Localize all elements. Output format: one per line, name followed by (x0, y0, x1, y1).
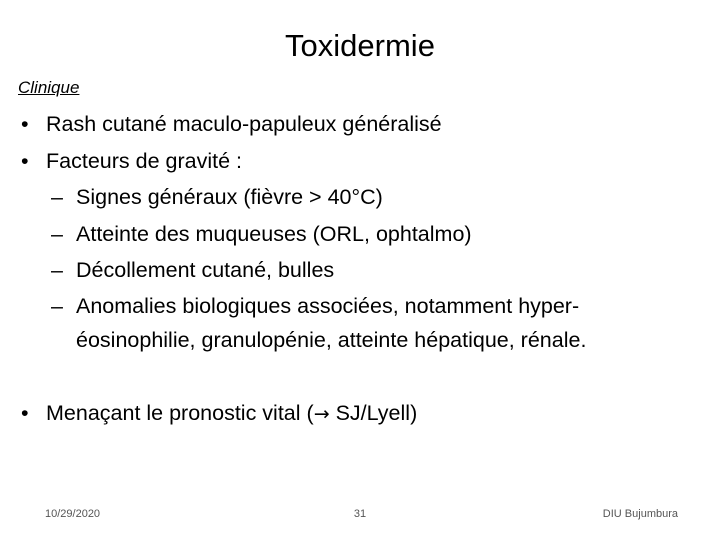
sub-bullet-item (51, 220, 472, 248)
footer-date: 10/29/2020 (45, 508, 101, 520)
bullet-item (21, 399, 418, 428)
dash-marker: – (51, 185, 63, 209)
sub-bullet-text: Signes généraux (fièvre > 40°C) (76, 185, 383, 209)
bullet-marker: • (21, 112, 29, 136)
section-heading: Clinique (18, 78, 80, 97)
arrow-right-icon: → (313, 403, 330, 425)
bullet-marker: • (21, 149, 29, 173)
bullet-text-suffix: SJ/Lyell) (329, 401, 418, 425)
sub-bullet-item (51, 256, 335, 284)
bullet-marker: • (21, 401, 29, 425)
bullet-item (21, 110, 442, 138)
sub-bullet-continuation: éosinophilie, granulopénie, atteinte hépatique, rénale. (76, 328, 587, 352)
sub-bullet-text: Atteinte des muqueuses (ORL, ophtalmo) (76, 222, 472, 246)
bullet-text: Facteurs de gravité : (46, 149, 242, 173)
sub-bullet-text: Décollement cutané, bulles (76, 258, 335, 282)
sub-bullet-item (51, 183, 383, 211)
bullet-text-prefix: Menaçant le pronostic vital ( (46, 401, 314, 425)
bullet-item (21, 147, 242, 175)
dash-marker: – (51, 294, 63, 318)
slide-title: Toxidermie (285, 28, 435, 63)
sub-bullet-item (51, 292, 580, 320)
dash-marker: – (51, 222, 63, 246)
bullet-text: Rash cutané maculo-papuleux généralisé (46, 112, 442, 136)
footer-page-number: 31 (353, 508, 367, 520)
footer-organization: DIU Bujumbura (602, 508, 678, 520)
dash-marker: – (51, 258, 63, 282)
sub-bullet-text: Anomalies biologiques associées, notamment hyper- (76, 294, 580, 318)
